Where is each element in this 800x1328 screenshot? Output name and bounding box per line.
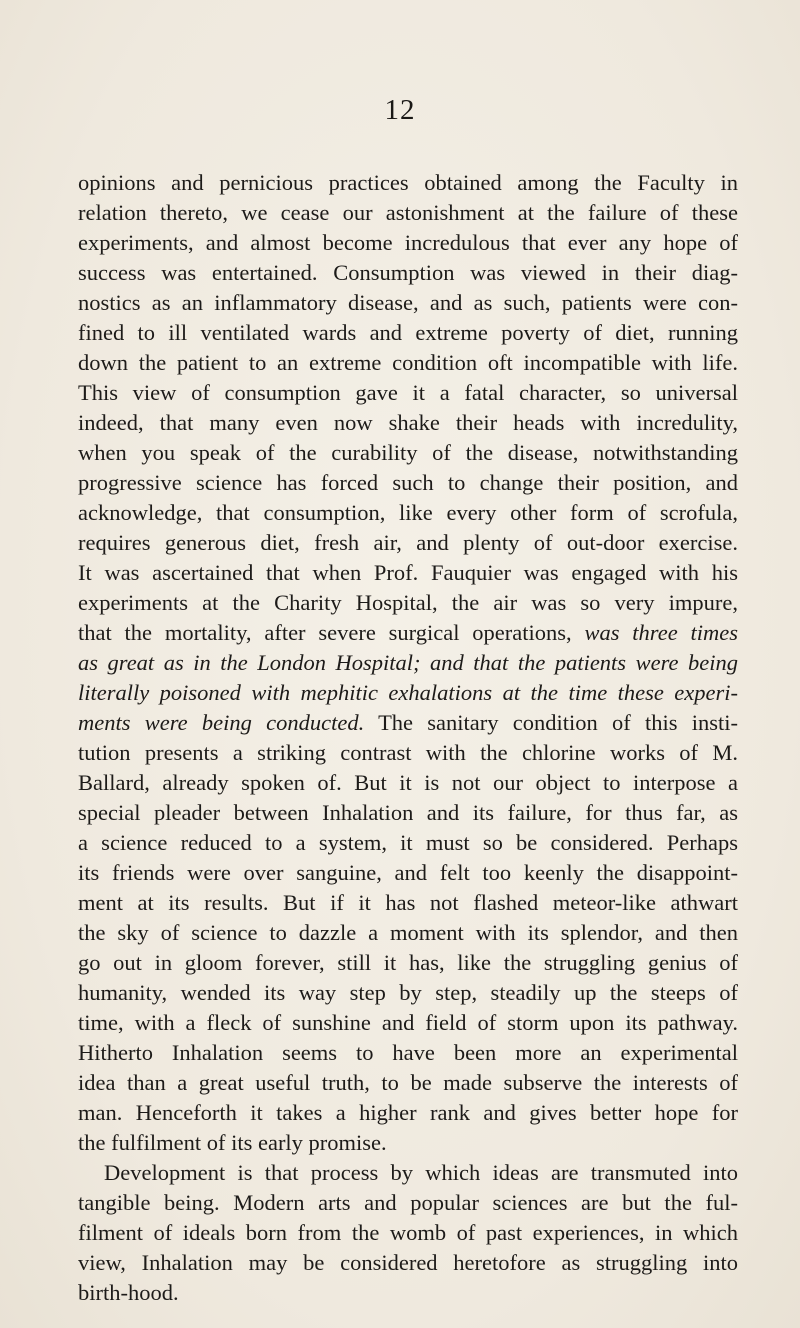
- text-line-mixed: [78, 618, 738, 648]
- text-line: when you speak of the curability of the disease, notwithstanding: [78, 440, 738, 465]
- text-line: acknowledge, that consumption, like every other form of scrofula,: [78, 500, 738, 525]
- text-line: Hitherto Inhalation seems to have been more an experimental: [78, 1040, 738, 1065]
- text-line: go out in gloom forever, still it has, like the struggling genius of: [78, 950, 738, 975]
- text-line: fined to ill ventilated wards and extreme poverty of diet, running: [78, 320, 738, 345]
- text-line: tangible being. Modern arts and popular sciences are but the ful-: [78, 1190, 738, 1215]
- text-line: requires generous diet, fresh air, and plenty of out-door exercise.: [78, 530, 738, 555]
- text-line: progressive science has forced such to change their position, and: [78, 470, 738, 495]
- text-line: its friends were over sanguine, and felt too keenly the disappoint-: [78, 860, 738, 885]
- text-line: relation thereto, we cease our astonishment at the failure of these: [78, 200, 738, 225]
- text-line: time, with a fleck of sunshine and field of storm upon its pathway.: [78, 1010, 738, 1035]
- text-line-italic: [78, 648, 738, 678]
- text-line: tution presents a striking contrast with the chlorine works of M.: [78, 740, 738, 765]
- text-line: filment of ideals born from the womb of past experiences, in which: [78, 1220, 738, 1245]
- text-line: experiments at the Charity Hospital, the air was so very impure,: [78, 590, 738, 615]
- text-line: man. Henceforth it takes a higher rank and gives better hope for: [78, 1100, 738, 1125]
- italic-segment: ments were being conducted.: [78, 710, 365, 735]
- italic-segment: as great as in the London Hospital; and that the patients were being: [78, 650, 738, 675]
- text-line: a science reduced to a system, it must so be considered. Perhaps: [78, 830, 738, 855]
- text-line: It was ascertained that when Prof. Fauquier was engaged with his: [78, 560, 738, 585]
- text-line: birth-hood.: [78, 1280, 179, 1305]
- text-line: experiments, and almost become incredulous that ever any hope of: [78, 230, 738, 255]
- text-line: nostics as an inflammatory disease, and as such, patients were con-: [78, 290, 738, 315]
- text-line: down the patient to an extreme condition oft incompatible with life.: [78, 350, 738, 375]
- text-line: view, Inhalation may be considered heretofore as struggling into: [78, 1250, 738, 1275]
- text-line: Ballard, already spoken of. But it is not our object to interpose a: [78, 770, 738, 795]
- italic-segment: literally poisoned with mephitic exhalations at the time these experi-: [78, 680, 738, 705]
- text-line: special pleader between Inhalation and its failure, for thus far, as: [78, 800, 738, 825]
- text-line: indeed, that many even now shake their heads with incredulity,: [78, 410, 738, 435]
- text-segment: The sanitary condition of this insti-: [378, 710, 739, 735]
- text-line: opinions and pernicious practices obtained among the Faculty in: [78, 170, 738, 195]
- text-line: humanity, wended its way step by step, steadily up the steeps of: [78, 980, 738, 1005]
- text-line: success was entertained. Consumption was viewed in their diag-: [78, 260, 738, 285]
- text-segment: that the mortality, after severe surgical operations,: [78, 620, 572, 645]
- page-number: 12: [384, 94, 416, 126]
- text-line-mixed: [78, 708, 738, 738]
- text-line: the fulfilment of its early promise.: [78, 1130, 387, 1155]
- text-line: idea than a great useful truth, to be made subserve the interests of: [78, 1070, 738, 1095]
- text-line-italic: [78, 678, 738, 708]
- text-line: This view of consumption gave it a fatal character, so universal: [78, 380, 738, 405]
- text-line: the sky of science to dazzle a moment with its splendor, and then: [78, 920, 738, 945]
- text-line: Development is that process by which ideas are transmuted into: [104, 1160, 738, 1185]
- italic-segment: was three times: [584, 620, 739, 645]
- text-line: ment at its results. But if it has not flashed meteor-like athwart: [78, 890, 738, 915]
